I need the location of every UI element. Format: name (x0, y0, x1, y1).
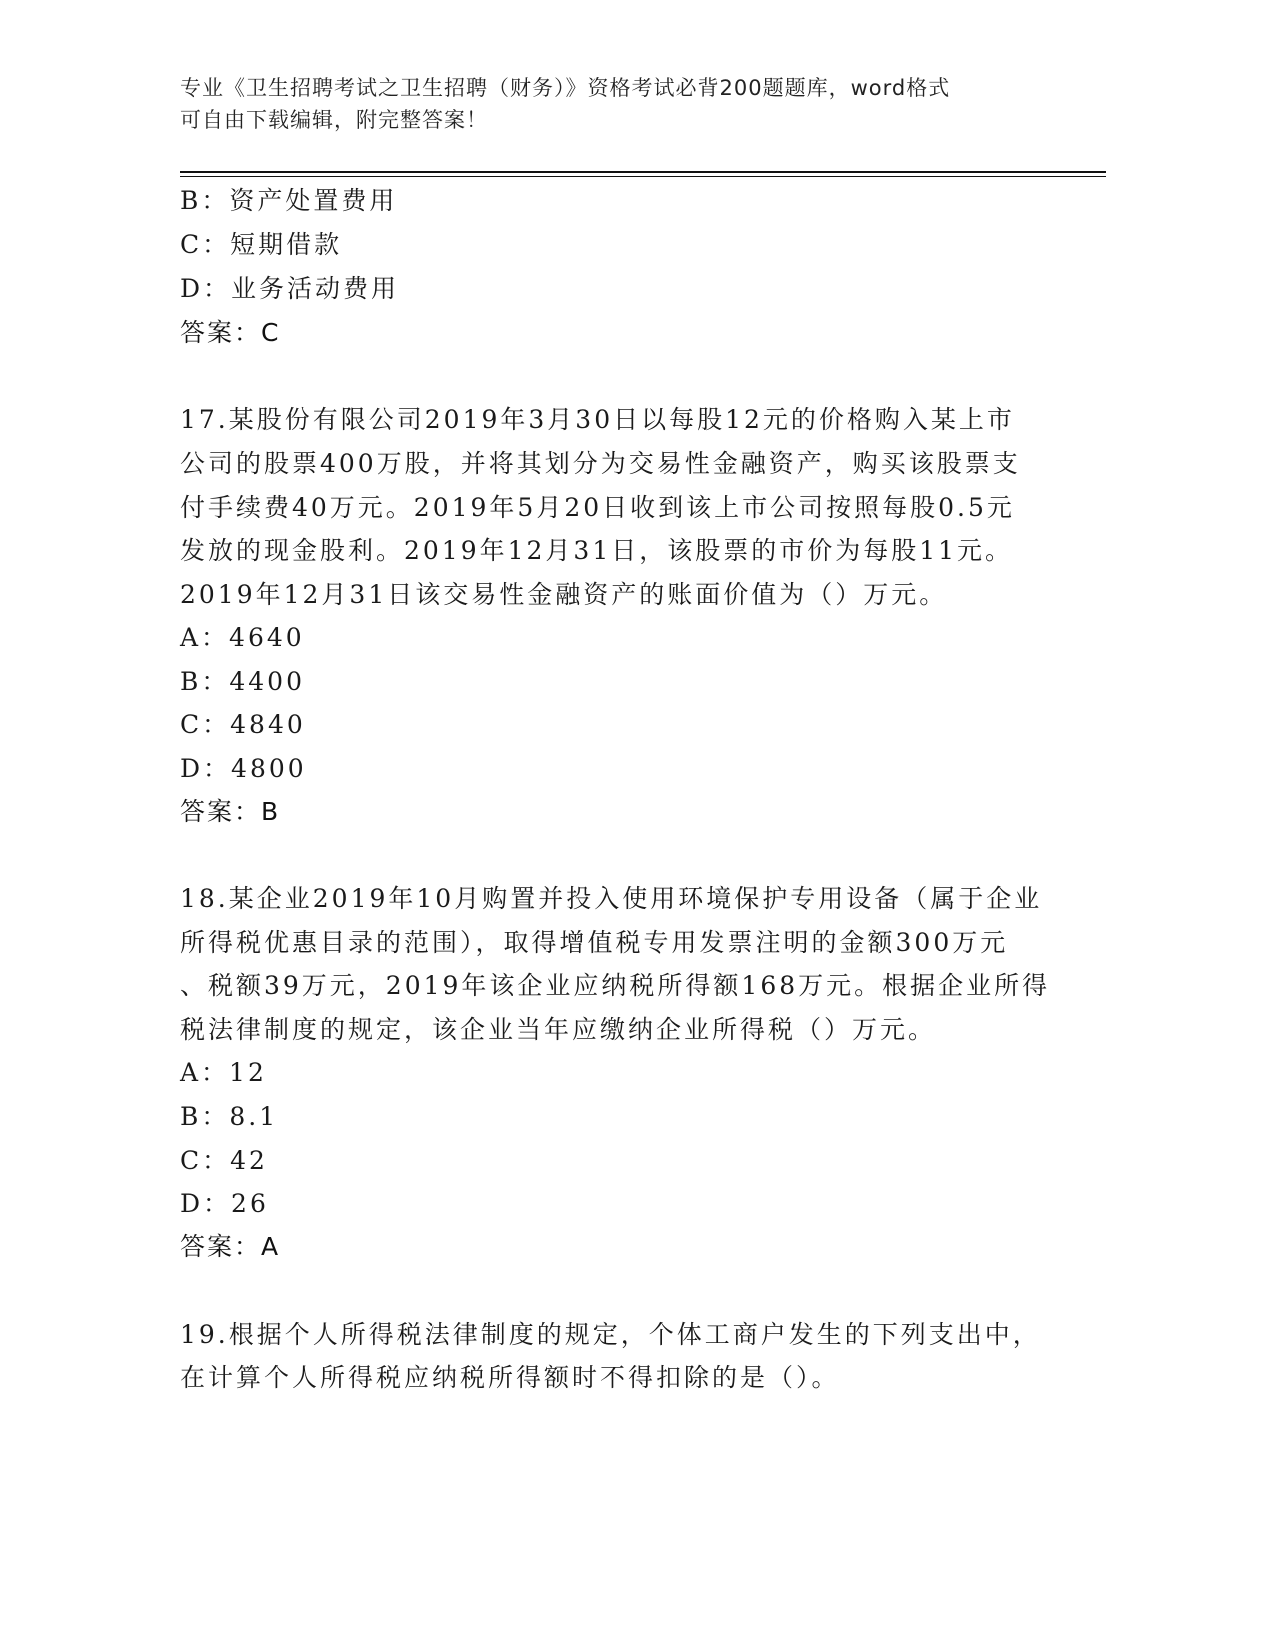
q17-stem-line-2: 公司的股票400万股，并将其划分为交易性金融资产，购买该股票支 (180, 449, 1021, 478)
q16-option-b: B：资产处置费用 (180, 186, 398, 215)
q17-stem-line-1: 17.某股份有限公司2019年3月30日以每股12元的价格购入某上市 (180, 405, 1015, 434)
q18-option-c: C：42 (180, 1146, 268, 1175)
q18-option-d: D：26 (180, 1189, 269, 1218)
header-line-1: 专业《卫生招聘考试之卫生招聘（财务）》资格考试必背200题题库，word格式 (180, 76, 951, 100)
q18-stem-line-3: 、税额39万元，2019年该企业应纳税所得额168万元。根据企业所得 (180, 971, 1051, 1000)
q18-stem-line-2: 所得税优惠目录的范围），取得增值税专用发票注明的金额300万元 (180, 928, 1009, 957)
q18-stem-line-1: 18.某企业2019年10月购置并投入使用环境保护专用设备（属于企业 (180, 884, 1043, 913)
q17-stem-line-5: 2019年12月31日该交易性金融资产的账面价值为（）万元。 (180, 580, 948, 609)
q18-option-b: B：8.1 (180, 1102, 279, 1131)
header-rule-thick (180, 171, 1106, 173)
q17-stem-line-4: 发放的现金股利。2019年12月31日，该股票的市价为每股11元。 (180, 536, 1014, 565)
header-line-2: 可自由下载编辑，附完整答案！ (180, 108, 488, 132)
page-header (180, 72, 1060, 136)
q17-answer: 答案：B (180, 797, 281, 826)
q18-answer: 答案：A (180, 1232, 281, 1261)
q18-stem-line-4: 税法律制度的规定，该企业当年应缴纳企业所得税（）万元。 (180, 1015, 937, 1044)
q17-option-d: D：4800 (180, 754, 307, 783)
q18-option-a: A：12 (180, 1058, 267, 1087)
q19-stem-line-2: 在计算个人所得税应纳税所得额时不得扣除的是（）。 (180, 1363, 840, 1392)
q17-option-b: B：4400 (180, 667, 305, 696)
q16-answer: 答案：C (180, 318, 281, 347)
q17-stem-line-3: 付手续费40万元。2019年5月20日收到该上市公司按照每股0.5元 (180, 493, 1015, 522)
header-rule-thin (180, 176, 1106, 177)
q16-option-d: D：业务活动费用 (180, 274, 400, 303)
q19-stem-line-1: 19.根据个人所得税法律制度的规定，个体工商户发生的下列支出中， (180, 1320, 1041, 1349)
q17-option-c: C：4840 (180, 710, 306, 739)
q17-option-a: A：4640 (180, 623, 305, 652)
q16-option-c: C：短期借款 (180, 230, 343, 259)
